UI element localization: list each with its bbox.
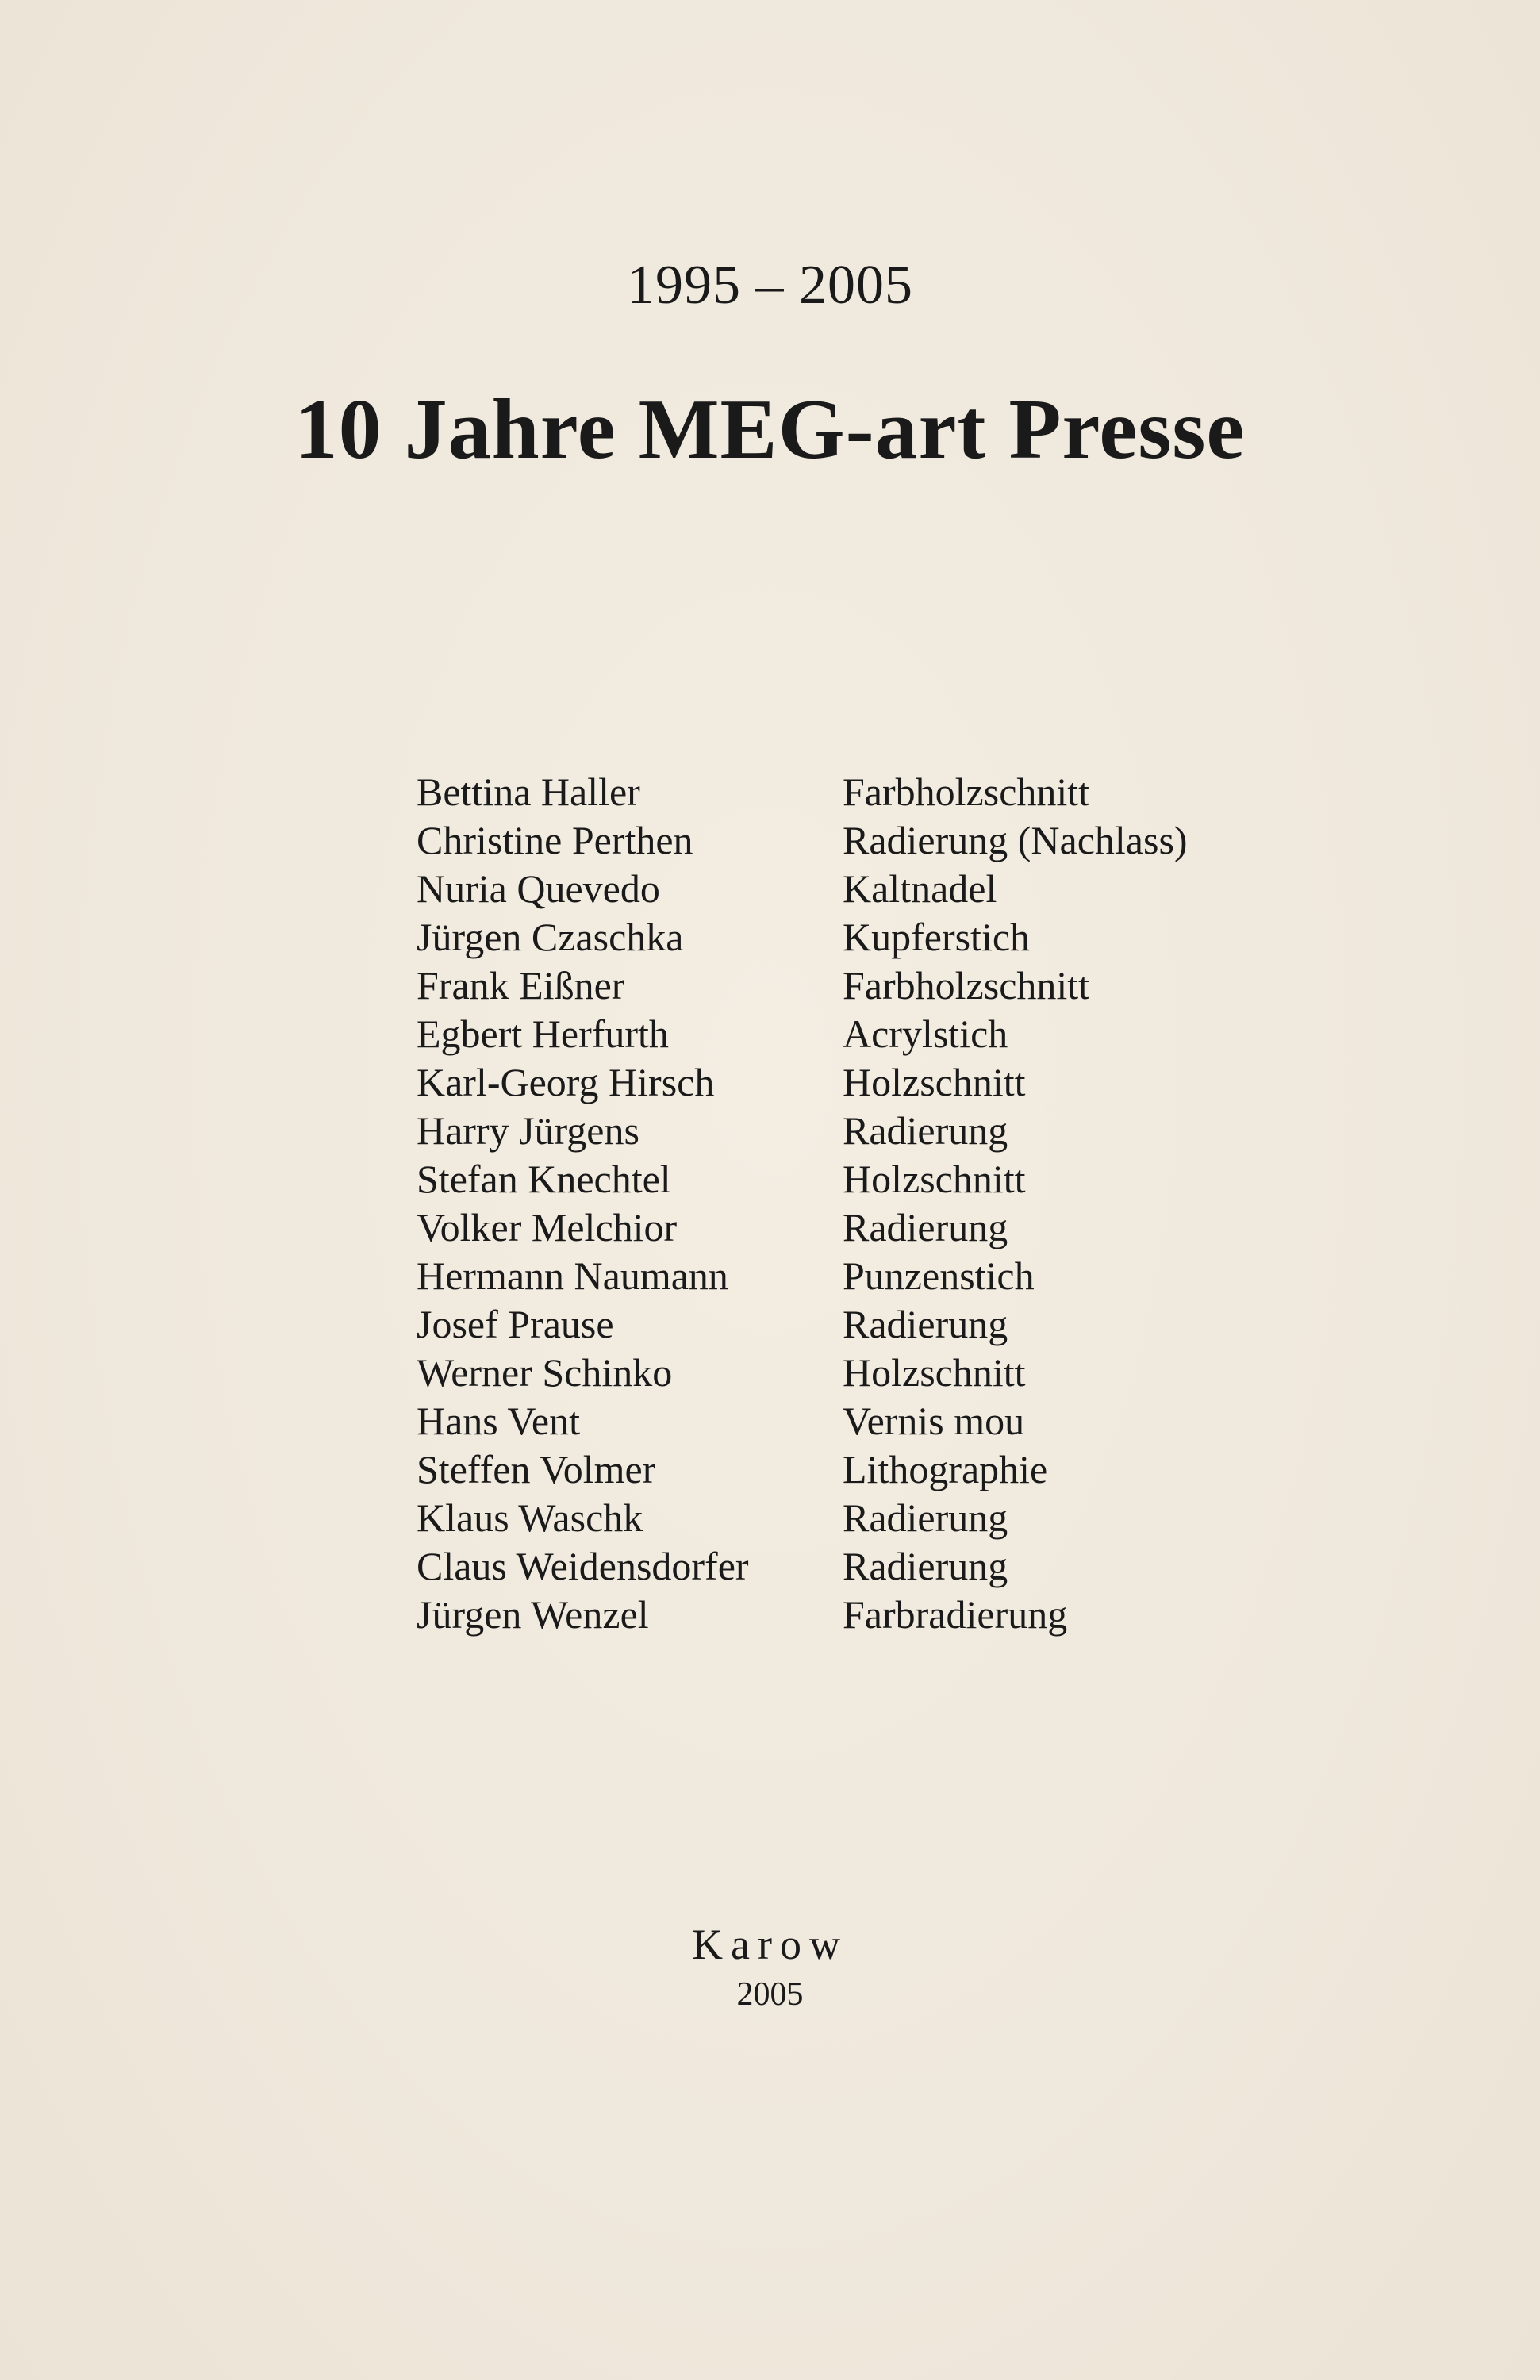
artist-row [417, 1591, 1289, 1639]
artist-row [417, 1155, 1289, 1203]
artist-name: Volker Melchior [417, 1205, 678, 1250]
artist-row [417, 913, 1289, 962]
artist-technique: Radierung (Nachlass) [843, 818, 1188, 862]
years-range: 1995 – 2005 [627, 255, 913, 316]
artist-name: Hermann Naumann [417, 1253, 728, 1298]
artist-row [417, 1252, 1289, 1300]
artist-row [417, 816, 1289, 865]
artist-name: Jürgen Wenzel [417, 1592, 649, 1637]
artist-row [417, 1058, 1289, 1107]
artist-technique: Radierung [843, 1495, 1008, 1540]
artist-technique: Radierung [843, 1302, 1008, 1346]
artist-name: Jürgen Czaschka [417, 915, 684, 959]
artist-row [417, 1445, 1289, 1494]
artist-name: Frank Eißner [417, 963, 625, 1008]
artist-name: Christine Perthen [417, 818, 693, 862]
artist-technique: Farbholzschnitt [843, 770, 1090, 814]
artist-row [417, 1107, 1289, 1155]
artist-technique: Holzschnitt [843, 1157, 1026, 1201]
artist-technique: Farbradierung [843, 1592, 1068, 1637]
artist-name: Stefan Knechtel [417, 1157, 671, 1201]
artist-technique: Vernis mou [843, 1399, 1025, 1443]
page-title: 10 Jahre MEG-art Presse [294, 382, 1246, 477]
artist-row [417, 865, 1289, 913]
artist-row [417, 1397, 1289, 1445]
artist-name: Klaus Waschk [417, 1495, 643, 1540]
artist-technique: Kupferstich [843, 915, 1031, 959]
artist-name: Josef Prause [417, 1302, 614, 1346]
artist-technique: Kaltnadel [843, 866, 997, 911]
artist-name: Hans Vent [417, 1399, 581, 1443]
artist-row [417, 962, 1289, 1010]
artist-row [417, 1203, 1289, 1252]
artist-name: Bettina Haller [417, 770, 640, 814]
artist-name: Claus Weidensdorfer [417, 1544, 749, 1588]
artist-row [417, 1010, 1289, 1058]
artist-name: Karl-Georg Hirsch [417, 1060, 715, 1104]
artist-technique: Punzenstich [843, 1253, 1035, 1298]
artist-name: Egbert Herfurth [417, 1012, 669, 1056]
artist-technique: Holzschnitt [843, 1350, 1026, 1395]
artist-technique: Radierung [843, 1544, 1008, 1588]
artist-list [417, 768, 1289, 1639]
artist-name: Werner Schinko [417, 1350, 673, 1395]
artist-row [417, 1349, 1289, 1397]
artist-row [417, 1300, 1289, 1349]
publication-place: Karow [692, 1921, 848, 1968]
artist-row [417, 1542, 1289, 1591]
artist-technique: Farbholzschnitt [843, 963, 1090, 1008]
artist-name: Nuria Quevedo [417, 866, 660, 911]
artist-technique: Holzschnitt [843, 1060, 1026, 1104]
artist-technique: Radierung [843, 1108, 1008, 1153]
artist-technique: Acrylstich [843, 1012, 1008, 1056]
publication-year: 2005 [736, 1976, 804, 2013]
artist-technique: Radierung [843, 1205, 1008, 1250]
artist-row [417, 1494, 1289, 1542]
artist-name: Harry Jürgens [417, 1108, 639, 1153]
artist-name: Steffen Volmer [417, 1447, 656, 1491]
artist-technique: Lithographie [843, 1447, 1048, 1491]
artist-row [417, 768, 1289, 816]
